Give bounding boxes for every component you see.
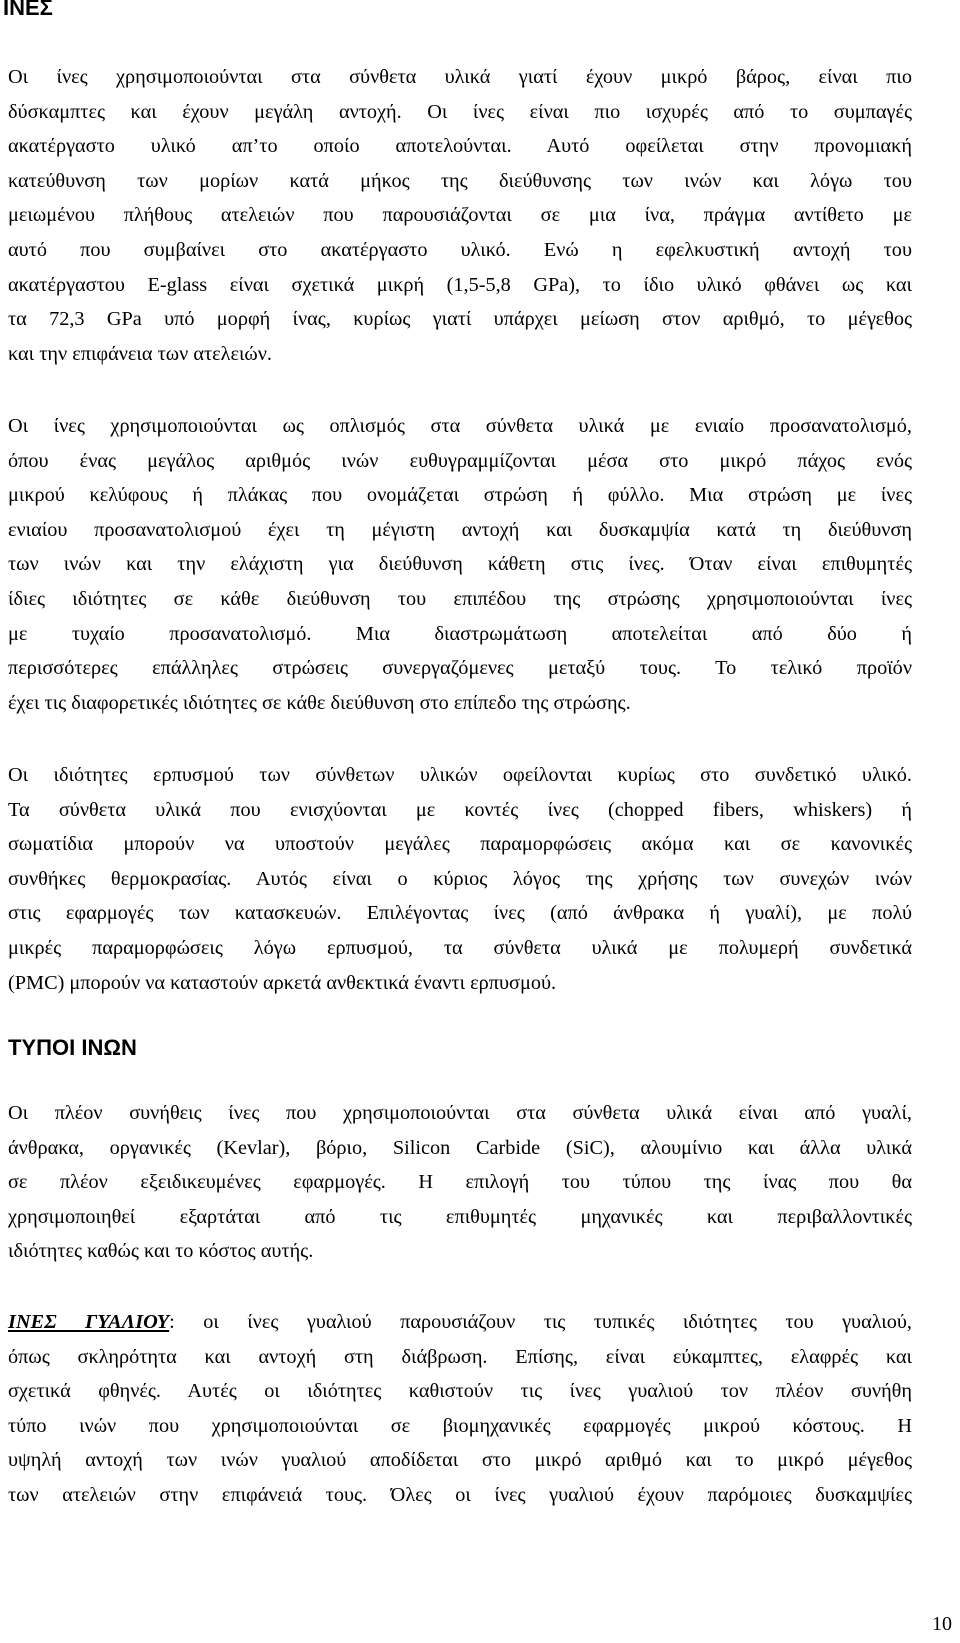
text-line: μικρού κελύφους ή πλάκας που ονομάζεται στρώση ή φύλλο. Μια στρώση με ίνες bbox=[8, 484, 912, 507]
text-line: ακατέργαστου E-glass είναι σχετικά μικρή (1,5-5,8 GPa), το ίδιο υλικό φθάνει ως και bbox=[8, 273, 912, 296]
paragraph-common-fibers bbox=[8, 1096, 912, 1269]
text-line: Οι ίνες χρησιμοποιούνται ως οπλισμός στα σύνθετα υλικά με ενιαίο προσανατολισμό, bbox=[8, 415, 912, 437]
paragraph-glass-fibers bbox=[8, 1305, 912, 1513]
paragraph-fiber-reinforcement bbox=[8, 409, 912, 720]
text-line: τα 72,3 GPa υπό μορφή ίνας, κυρίως γιατί υπάρχει μείωση στον αριθμό, το μέγεθος bbox=[8, 308, 912, 331]
text-line: συνθήκες θερμοκρασίας. Αυτός είναι ο κύριος λόγος της χρήσης των συνεχών ινών bbox=[8, 867, 912, 890]
text-line: όπου ένας μεγάλος αριθμός ινών ευθυγραμμίζονται μέσα στο μικρό πάχος ενός bbox=[8, 449, 912, 472]
text-line: και την επιφάνεια των ατελειών. bbox=[8, 342, 273, 365]
page-number: 10 bbox=[932, 1613, 952, 1635]
paragraph-fiber-properties bbox=[8, 60, 912, 371]
text-line: περισσότερες επάλληλες στρώσεις συνεργαζόμενες μεταξύ τους. Το τελικό προϊόν bbox=[8, 657, 912, 680]
text-line: ακατέργαστο υλικό απ’το οποίο αποτελούνται. Αυτό οφείλεται στην προνομιακή bbox=[8, 135, 912, 158]
text-line: (PMC) μπορούν να καταστούν αρκετά ανθεκτικά έναντι ερπυσμού. bbox=[8, 971, 557, 994]
text-line: ιδιότητες καθώς και το κόστος αυτής. bbox=[8, 1240, 314, 1263]
text-line: άνθρακα, οργανικές (Kevlar), βόριο, Silicon Carbide (SiC), αλουμίνιο και άλλα υλικά bbox=[8, 1136, 912, 1159]
text-line: χρησιμοποιηθεί εξαρτάται από τις επιθυμητές μηχανικές και περιβαλλοντικές bbox=[8, 1205, 912, 1228]
text-line: τύπο ινών που χρησιμοποιούνται σε βιομηχανικές εφαρμογές μικρού κόστους. Η bbox=[8, 1414, 912, 1437]
paragraph-creep-properties bbox=[8, 758, 912, 1000]
text-line: σωματίδια μπορούν να υποστούν μεγάλες παραμορφώσεις ακόμα και σε κανονικές bbox=[8, 833, 912, 856]
text-line: όπως σκληρότητα και αντοχή στη διάβρωση. Επίσης, είναι εύκαμπτες, ελαφρές και bbox=[8, 1345, 912, 1368]
text-line: έχει τις διαφορετικές ιδιότητες σε κάθε διεύθυνση στο επίπεδο της στρώσης. bbox=[8, 691, 631, 714]
text-line: υψηλή αντοχή των ινών γυαλιού αποδίδεται στο μικρό αριθμό και το μικρό μέγεθος bbox=[8, 1449, 912, 1472]
glass-fibers-intro: : οι ίνες γυαλιού παρουσιάζουν τις τυπικές ιδιότητες του γυαλιού, bbox=[169, 1311, 912, 1333]
text-line: των ινών και την ελάχιστη για διεύθυνση κάθετη στις ίνες. Όταν είναι επιθυμητές bbox=[8, 553, 912, 576]
glass-fibers-title: ΙΝΕΣ ΓΥΑΛΙΟΥ bbox=[8, 1311, 170, 1333]
text-line: Τα σύνθετα υλικά που ενισχύονται με κοντές ίνες (chopped fibers, whiskers) ή bbox=[8, 798, 912, 821]
text-line: Οι ίνες χρησιμοποιούνται στα σύνθετα υλικά γιατί έχουν μικρό βάρος, είναι πιο bbox=[8, 66, 912, 88]
text-line: μικρές παραμορφώσεις λόγω ερπυσμού, τα σύνθετα υλικά με πολυμερή συνδετικά bbox=[8, 936, 912, 959]
text-line: Οι ιδιότητες ερπυσμού των σύνθετων υλικών οφείλονται κυρίως στο συνδετικό υλικό. bbox=[8, 764, 912, 786]
text-line: των ατελειών στην επιφάνειά τους. Όλες οι ίνες γυαλιού έχουν παρόμοιες δυσκαμψίες bbox=[8, 1483, 912, 1506]
text-line: αυτό που συμβαίνει στο ακατέργαστο υλικό. Ενώ η εφελκυστική αντοχή του bbox=[8, 238, 912, 261]
text-line: ίδιες ιδιότητες σε κάθε διεύθυνση του επιπέδου της στρώσης χρησιμοποιούνται ίνες bbox=[8, 587, 912, 610]
section-heading-fiber-types: ΤΥΠΟΙ ΙΝΩΝ bbox=[8, 1035, 137, 1060]
text-line: σχετικά φθηνές. Αυτές οι ιδιότητες καθιστούν τις ίνες γυαλιού τον πλέον συνήθη bbox=[8, 1380, 912, 1403]
text-line: ενιαίου προσανατολισμού έχει τη μέγιστη αντοχή και δυσκαμψία κατά τη διεύθυνση bbox=[8, 518, 912, 541]
text-line: Οι πλέον συνήθεις ίνες που χρησιμοποιούνται στα σύνθετα υλικά είναι από γυαλί, bbox=[8, 1102, 912, 1124]
text-line: μειωμένου πλήθους ατελειών που παρουσιάζονται σε μια ίνα, πράγμα αντίθετο με bbox=[8, 204, 912, 227]
text-line: στις εφαρμογές των κατασκευών. Επιλέγοντας ίνες (από άνθρακα ή γυαλί), με πολύ bbox=[8, 902, 912, 925]
section-heading-fibers: ΙΝΕΣ bbox=[3, 0, 53, 20]
text-line: κατεύθυνση των μορίων κατά μήκος της διεύθυνσης των ινών και λόγω του bbox=[8, 169, 912, 192]
text-line bbox=[8, 1305, 912, 1340]
text-line: σε πλέον εξειδικευμένες εφαρμογές. Η επιλογή του τύπου της ίνας που θα bbox=[8, 1171, 912, 1194]
text-line: με τυχαίο προσανατολισμό. Μια διαστρωμάτωση αποτελείται από δύο ή bbox=[8, 622, 912, 645]
text-line: δύσκαμπτες και έχουν μεγάλη αντοχή. Οι ίνες είναι πιο ισχυρές από το συμπαγές bbox=[8, 100, 912, 123]
